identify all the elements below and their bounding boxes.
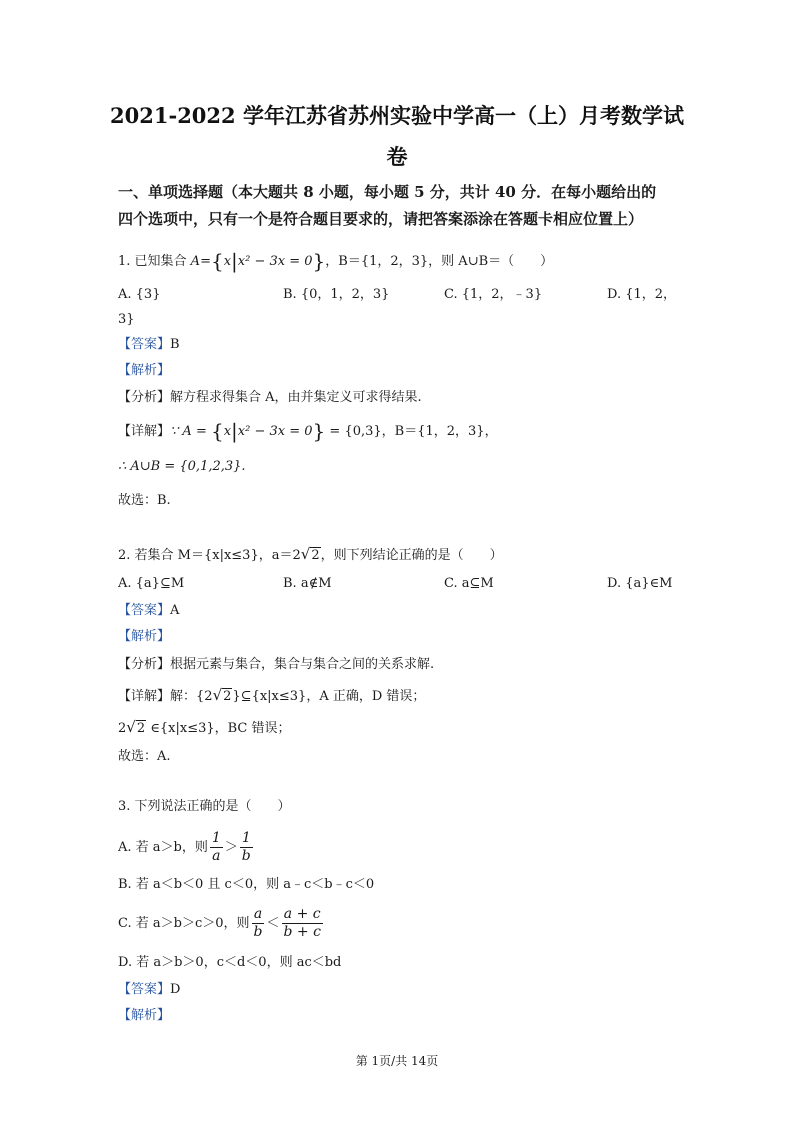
q1-fenxi-line [118,389,422,407]
xiangjie-tag: 【详解】 [118,689,171,704]
q3-a-f1-num: 1 [211,830,221,846]
q3-a-f2-num: 1 [240,830,253,848]
q1-therefore: ∴ A∪B = {0,1,2,3}. [118,459,246,474]
fraction [240,830,253,865]
section-heading-line2: 四个选项中，只有一个是符合题目要求的，请把答案添涂在答题卡相应位置上） [118,210,644,228]
q3-c-f1-num: a [252,906,265,924]
q1-fenxi: 解方程求得集合 A，由并集定义可求得结果. [170,390,422,405]
q2-xiangjie-line: 【详解】解：{2√2}⊆{x|x≤3}，A 正确，D 错误； [118,686,426,704]
q2-line2-pre: 2 [118,721,127,736]
q3-answer: D [170,982,181,997]
q3-c-f2-den: b + c [283,924,321,940]
q3-a-op: ＞ [224,840,238,855]
q1-xj-var: x [223,424,232,439]
fenxi-tag: 【分析】 [118,657,171,672]
answer-tag: 【答案】 [118,603,171,618]
document-title-line1: 2021-2022 学年江苏省苏州实验中学高一（上）月考数学试 [110,103,684,128]
q3-option-c [118,904,325,944]
xiangjie-tag: 【详解】 [118,424,171,439]
q1-xj-pre: ∵ A = [170,424,211,439]
q2-conclusion: 故选：A. [118,749,171,764]
q2-answer: A [170,603,180,618]
q2-fenxi-line [118,656,434,674]
q1-option-d-cont: 3} [118,312,135,327]
q1-xj-eq: = [325,424,345,439]
q1-stem: 1. 已知集合 A={x|x² − 3x = 0}，B＝{1，2，3}，则 A∪B＝（ ） [118,249,554,273]
q2-analysis-tag: 【解析】 [118,629,171,644]
q2-xj-post: }⊆{x|x≤3}，A 正确，D 错误； [232,689,426,704]
q1-option-a: A. {3} [118,287,161,302]
q1-suffix: ，B＝{1，2，3}，则 A∪B＝（ ） [325,254,554,269]
q1-xj-result: {0,3} [344,424,382,439]
q1-option-d: D. {1，2， [607,287,677,302]
q3-c-f2-num: a + c [282,906,323,924]
q3-option-d: D. 若 a＞b＞0，c＜d＜0，则 ac＜bd [118,955,342,970]
q2-sqrt-arg: 2 [311,548,320,563]
q1-answer-line [118,336,180,354]
fraction [252,906,265,941]
q3-a-f2-den: b [241,848,251,864]
q3-option-b: B. 若 a＜b＜0 且 c＜0，则 a﹣c＜b﹣c＜0 [118,877,375,892]
q2-line2-post: ∈{x|x≤3}，BC 错误； [146,721,291,736]
answer-tag: 【答案】 [118,337,171,352]
q1-prefix: 1. 已知集合 [118,254,191,269]
q3-c-f1-den: b [253,924,263,940]
q1-option-b: B. {0，1，2，3} [283,287,390,302]
q1-xj-cond: x² − 3x = 0 [237,424,313,439]
q3-opt-a-pre: A. 若 a＞b，则 [118,840,208,855]
q1-seta-lhs: A [190,254,201,269]
fenxi-tag: 【分析】 [118,390,171,405]
section-heading-line1: 一、单项选择题（本大题共 8 小题，每小题 5 分，共计 40 分．在每小题给出的 [118,183,657,201]
q1-xj-post: ，B＝{1，2，3}， [381,424,498,439]
q2-xj-sqrt-arg: 2 [223,689,232,704]
q3-stem: 3. 下列说法正确的是（ ） [118,799,291,814]
q2-option-b: B. a∉M [283,576,332,591]
q2-line2-sqrt-arg: 2 [136,721,146,736]
q3-answer-line [118,981,180,999]
q3-a-f1-den: a [212,848,221,864]
q3-analysis-tag: 【解析】 [118,1008,171,1023]
q1-seta-eq: = [200,254,211,269]
q2-answer-line [118,602,179,620]
q2-stem: 2. 若集合 M＝{x|x≤3}，a＝2√2，则下列结论正确的是（ ） [118,545,503,563]
q1-xiangjie-line: 【详解】∵ A = {x|x² − 3x = 0} = {0,3}，B＝{1，2，3}， [118,419,498,443]
q2-stem-post: ，则下列结论正确的是（ ） [320,548,503,563]
q3-c-op: ＜ [266,916,280,931]
q1-seta-cond: x² − 3x = 0 [237,254,313,269]
q2-xj-pre: 解：{2 [170,689,213,704]
q1-seta-var: x [223,254,232,269]
page-number-footer: 第 1页/共 14页 [355,1054,439,1068]
q1-conclusion: 故选：B. [118,493,171,508]
q2-fenxi: 根据元素与集合，集合与集合之间的关系求解. [170,657,435,672]
q1-option-c: C. {1，2，﹣3} [444,287,543,302]
q2-option-c: C. a⊆M [444,576,494,591]
answer-tag: 【答案】 [118,982,171,997]
q3-opt-c-pre: C. 若 a＞b＞c＞0，则 [118,916,250,931]
fraction [210,830,223,865]
q2-line2: 2√2 ∈{x|x≤3}，BC 错误； [118,718,291,736]
q3-option-a [118,828,255,868]
q2-stem-pre: 2. 若集合 M＝{x|x≤3}，a＝2 [118,548,301,563]
q1-answer: B [170,337,180,352]
q2-option-d: D. {a}∈M [607,576,673,591]
q2-option-a: A. {a}⊆M [118,576,185,591]
document-title-line2: 卷 [386,144,408,169]
fraction [282,906,323,941]
q1-analysis-tag: 【解析】 [118,363,171,378]
